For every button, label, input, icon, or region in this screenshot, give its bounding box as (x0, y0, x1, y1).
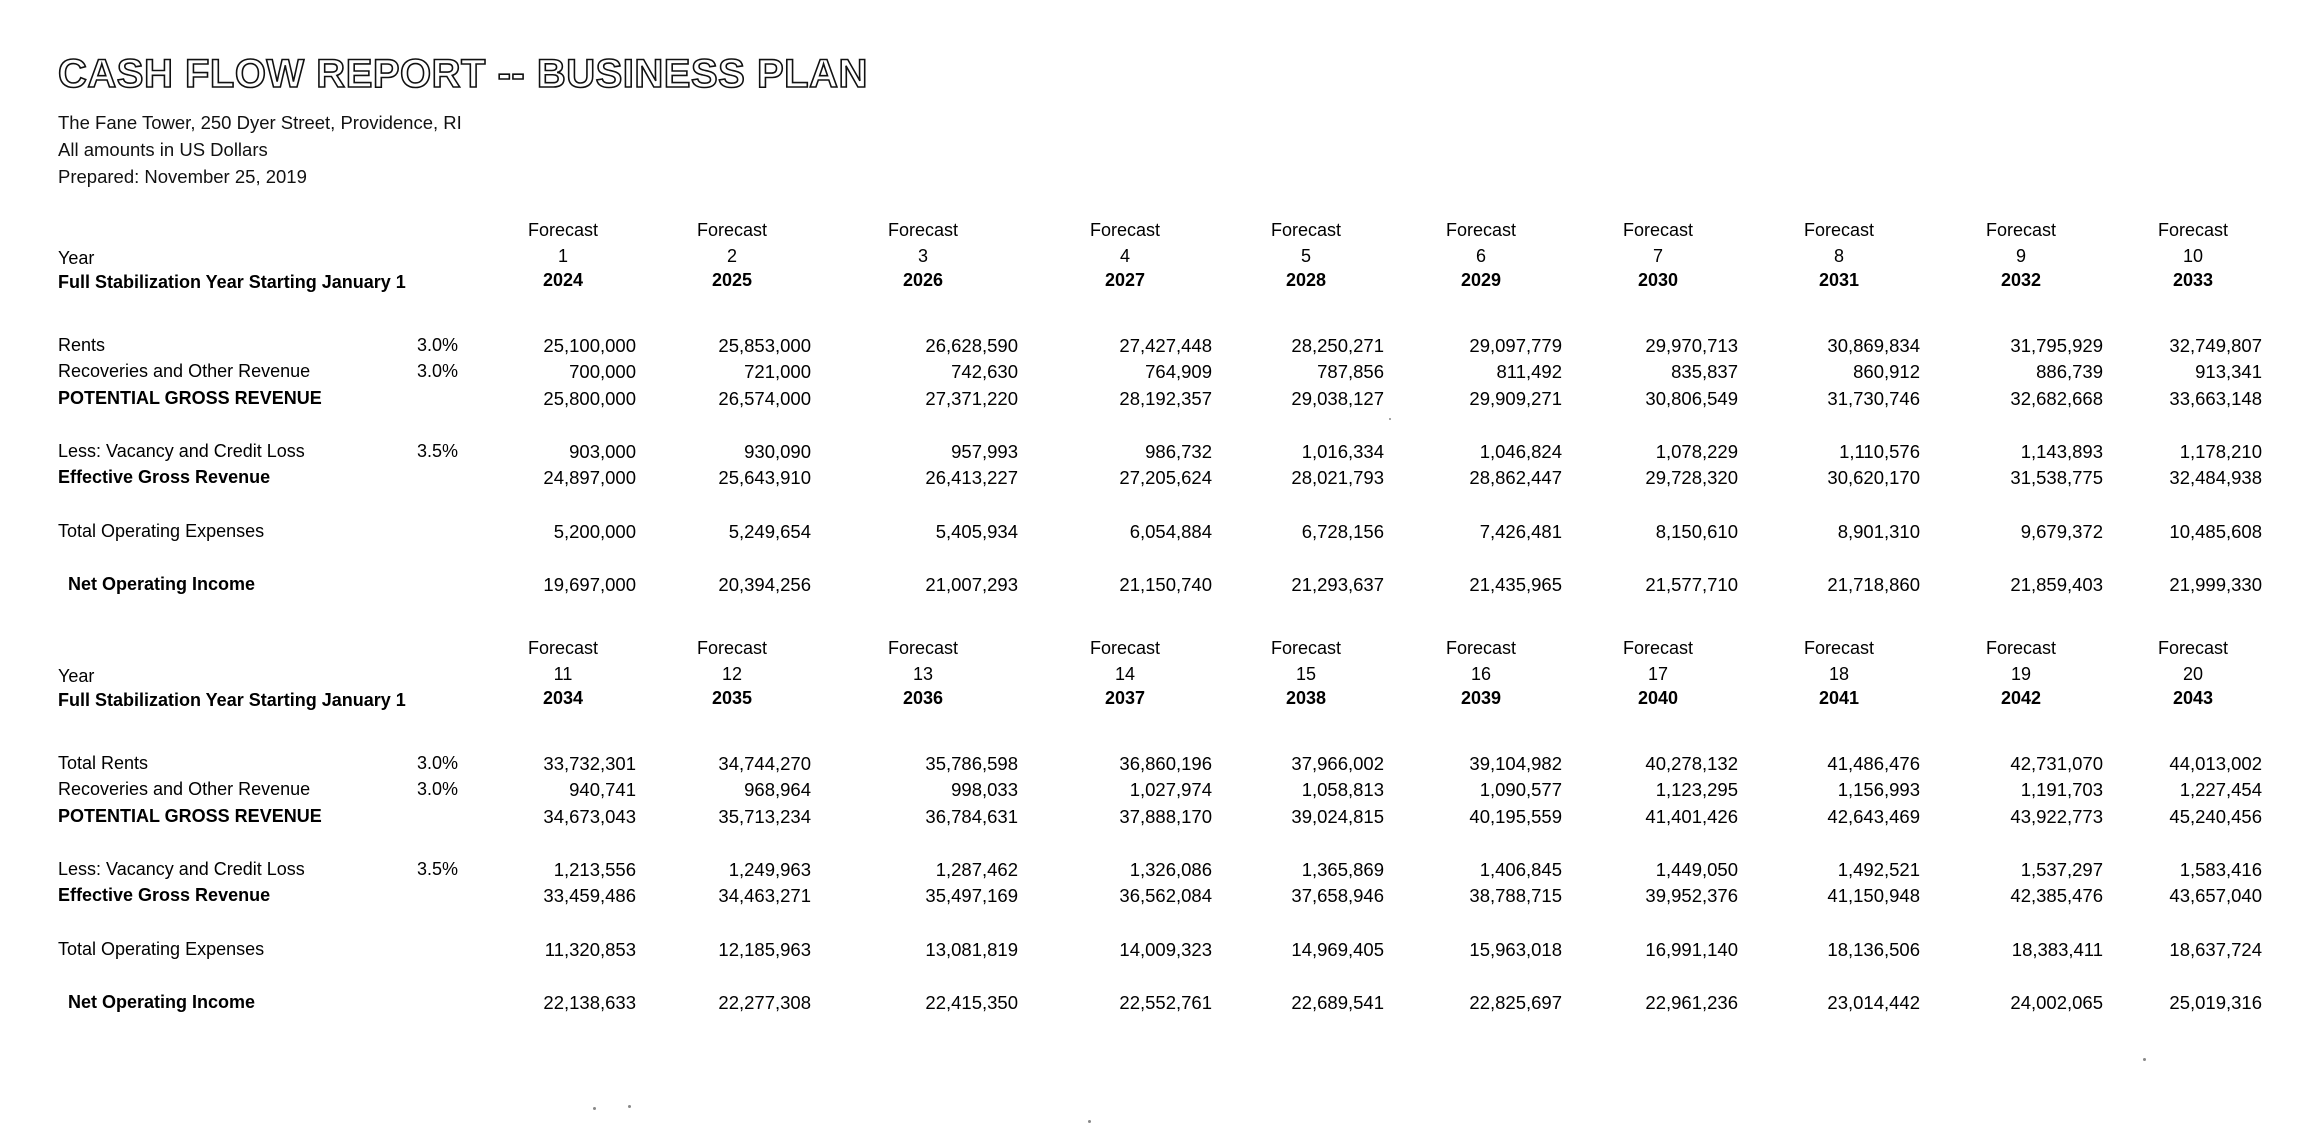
forecast-year: 2034 (542, 688, 584, 708)
table-cell: 1,326,086 (1129, 859, 1212, 880)
table-cell: 9,679,372 (2020, 521, 2103, 542)
row-label: Recoveries and Other Revenue (58, 779, 311, 799)
forecast-header: Forecast (1803, 638, 1875, 658)
table-cell: 13,081,819 (925, 939, 1018, 960)
table-cell: 41,150,948 (1827, 885, 1920, 906)
table-cell: 7,426,481 (1479, 521, 1562, 542)
table-cell: 21,718,860 (1827, 574, 1920, 595)
forecast-year: 2025 (711, 270, 753, 290)
scan-speck (593, 1107, 596, 1110)
forecast-header: Forecast (1445, 638, 1517, 658)
forecast-year: 2033 (2172, 270, 2214, 290)
table-cell: 1,123,295 (1655, 779, 1738, 800)
period-number: 13 (912, 664, 934, 684)
table-cell: 22,552,761 (1119, 992, 1212, 1013)
forecast-year: 2030 (1637, 270, 1679, 290)
table-cell: 1,027,974 (1129, 779, 1212, 800)
table-cell: 34,744,270 (718, 753, 811, 774)
forecast-year: 2031 (1818, 270, 1860, 290)
row-label: Total Operating Expenses (58, 521, 265, 541)
scan-speck (1088, 1120, 1091, 1123)
table-cell: 40,195,559 (1469, 806, 1562, 827)
table-cell: 940,741 (569, 779, 636, 800)
row-label: Less: Vacancy and Credit Loss (58, 441, 305, 461)
forecast-year: 2037 (1104, 688, 1146, 708)
forecast-header: Forecast (696, 220, 768, 240)
forecast-year: 2026 (902, 270, 944, 290)
table-cell: 31,730,746 (1827, 388, 1920, 409)
table-cell: 20,394,256 (718, 574, 811, 595)
period-number: 19 (2010, 664, 2032, 684)
table-cell: 1,016,334 (1301, 441, 1384, 462)
table-cell: 37,966,002 (1291, 753, 1384, 774)
table-cell: 1,143,893 (2020, 441, 2103, 462)
table-cell: 12,185,963 (718, 939, 811, 960)
forecast-header: Forecast (1089, 638, 1161, 658)
table-cell: 8,901,310 (1837, 521, 1920, 542)
period-number: 4 (1119, 246, 1130, 266)
growth-rate: 3.5% (416, 859, 458, 879)
table-cell: 1,090,577 (1479, 779, 1562, 800)
forecast-header: Forecast (527, 220, 599, 240)
table-cell: 886,739 (2036, 361, 2103, 382)
table-cell: 10,485,608 (2169, 521, 2262, 542)
period-number: 8 (1833, 246, 1844, 266)
table-cell: 26,574,000 (718, 388, 811, 409)
row-label: Total Operating Expenses (58, 939, 265, 959)
table-cell: 5,200,000 (553, 521, 636, 542)
table-cell: 36,562,084 (1119, 885, 1212, 906)
table-cell: 37,658,946 (1291, 885, 1384, 906)
table-cell: 33,459,486 (543, 885, 636, 906)
table-cell: 35,497,169 (925, 885, 1018, 906)
forecast-year: 2043 (2172, 688, 2214, 708)
table-cell: 21,577,710 (1645, 574, 1738, 595)
forecast-year: 2032 (2000, 270, 2042, 290)
period-number: 1 (557, 246, 568, 266)
table-cell: 27,205,624 (1119, 467, 1212, 488)
forecast-year: 2039 (1460, 688, 1502, 708)
period-number: 15 (1295, 664, 1317, 684)
table-cell: 25,100,000 (543, 335, 636, 356)
forecast-year: 2038 (1285, 688, 1327, 708)
table-cell: 787,856 (1317, 361, 1384, 382)
table-cell: 26,413,227 (925, 467, 1018, 488)
table-cell: 31,795,929 (2010, 335, 2103, 356)
table-cell: 742,630 (951, 361, 1018, 382)
report-title: CASH FLOW REPORT -- BUSINESS PLAN (58, 52, 868, 96)
table-cell: 1,287,462 (935, 859, 1018, 880)
table-cell: 1,249,963 (728, 859, 811, 880)
table-cell: 1,110,576 (1839, 441, 1920, 462)
table-cell: 41,401,426 (1645, 806, 1738, 827)
table-cell: 33,663,148 (2169, 388, 2262, 409)
forecast-header: Forecast (2157, 220, 2229, 240)
table-cell: 913,341 (2195, 361, 2262, 382)
table-cell: 32,484,938 (2169, 467, 2262, 488)
row-label: Net Operating Income (68, 992, 256, 1012)
table-cell: 45,240,456 (2169, 806, 2262, 827)
period-number: 12 (721, 664, 743, 684)
table-cell: 18,637,724 (2169, 939, 2262, 960)
table-cell: 930,090 (744, 441, 811, 462)
table-cell: 1,058,813 (1301, 779, 1384, 800)
table-cell: 903,000 (569, 441, 636, 462)
table-cell: 25,019,316 (2169, 992, 2262, 1013)
forecast-header: Forecast (887, 220, 959, 240)
table-cell: 28,862,447 (1469, 467, 1562, 488)
period-number: 10 (2182, 246, 2204, 266)
period-number: 3 (917, 246, 928, 266)
table-cell: 21,999,330 (2169, 574, 2262, 595)
forecast-header: Forecast (1270, 638, 1342, 658)
row-label: Effective Gross Revenue (58, 467, 271, 487)
table-cell: 15,963,018 (1469, 939, 1562, 960)
forecast-year: 2040 (1637, 688, 1679, 708)
row-label: Less: Vacancy and Credit Loss (58, 859, 305, 879)
forecast-year: 2041 (1818, 688, 1860, 708)
period-number: 2 (726, 246, 737, 266)
table-cell: 22,277,308 (718, 992, 811, 1013)
period-number: 7 (1652, 246, 1663, 266)
stabilization-label: Full Stabilization Year Starting January 1 (58, 272, 406, 292)
growth-rate: 3.0% (416, 335, 458, 355)
table-cell: 36,784,631 (925, 806, 1018, 827)
forecast-header: Forecast (1622, 638, 1694, 658)
forecast-header: Forecast (887, 638, 959, 658)
table-cell: 30,620,170 (1827, 467, 1920, 488)
table-cell: 29,038,127 (1291, 388, 1384, 409)
table-cell: 21,859,403 (2010, 574, 2103, 595)
table-cell: 19,697,000 (543, 574, 636, 595)
table-cell: 5,249,654 (728, 521, 811, 542)
forecast-year: 2024 (542, 270, 584, 290)
table-cell: 11,320,853 (544, 939, 636, 960)
forecast-year: 2027 (1104, 270, 1146, 290)
table-cell: 21,150,740 (1119, 574, 1212, 595)
forecast-header: Forecast (2157, 638, 2229, 658)
table-cell: 835,837 (1671, 361, 1738, 382)
table-cell: 27,427,448 (1119, 335, 1212, 356)
table-cell: 37,888,170 (1119, 806, 1212, 827)
table-cell: 22,689,541 (1291, 992, 1384, 1013)
forecast-year: 2042 (2000, 688, 2042, 708)
table-cell: 1,492,521 (1837, 859, 1920, 880)
scan-speck (2143, 1058, 2146, 1061)
forecast-header: Forecast (1445, 220, 1517, 240)
period-number: 9 (2015, 246, 2026, 266)
scan-speck (1389, 418, 1391, 420)
forecast-header: Forecast (1622, 220, 1694, 240)
row-label: POTENTIAL GROSS REVENUE (58, 806, 322, 826)
table-cell: 25,643,910 (718, 467, 811, 488)
table-cell: 8,150,610 (1655, 521, 1738, 542)
table-cell: 1,078,229 (1655, 441, 1738, 462)
property-address: The Fane Tower, 250 Dyer Street, Providence, RI (58, 112, 462, 133)
forecast-header: Forecast (1089, 220, 1161, 240)
table-cell: 25,800,000 (543, 388, 636, 409)
table-cell: 39,952,376 (1645, 885, 1738, 906)
table-cell: 1,227,454 (2179, 779, 2262, 800)
table-cell: 24,897,000 (543, 467, 636, 488)
forecast-header: Forecast (527, 638, 599, 658)
table-cell: 1,191,703 (2020, 779, 2103, 800)
period-number: 16 (1470, 664, 1492, 684)
period-number: 14 (1114, 664, 1136, 684)
prepared-date: Prepared: November 25, 2019 (58, 166, 307, 187)
table-cell: 721,000 (744, 361, 811, 382)
table-cell: 32,682,668 (2010, 388, 2103, 409)
table-cell: 26,628,590 (925, 335, 1018, 356)
growth-rate: 3.0% (416, 361, 458, 381)
table-cell: 25,853,000 (718, 335, 811, 356)
table-cell: 1,178,210 (2179, 441, 2262, 462)
scan-speck (628, 1105, 631, 1108)
table-cell: 1,365,869 (1301, 859, 1384, 880)
growth-rate: 3.0% (416, 753, 458, 773)
table-cell: 5,405,934 (935, 521, 1018, 542)
table-cell: 42,643,469 (1827, 806, 1920, 827)
period-number: 11 (553, 664, 573, 684)
table-cell: 28,021,793 (1291, 467, 1384, 488)
table-cell: 43,922,773 (2010, 806, 2103, 827)
table-cell: 21,435,965 (1469, 574, 1562, 595)
row-label: Recoveries and Other Revenue (58, 361, 311, 381)
period-number: 6 (1475, 246, 1486, 266)
table-cell: 34,673,043 (543, 806, 636, 827)
table-cell: 23,014,442 (1827, 992, 1920, 1013)
row-label: Effective Gross Revenue (58, 885, 271, 905)
table-cell: 1,449,050 (1655, 859, 1738, 880)
table-cell: 986,732 (1145, 441, 1212, 462)
table-cell: 35,786,598 (925, 753, 1018, 774)
table-cell: 29,970,713 (1645, 335, 1738, 356)
forecast-header: Forecast (1985, 638, 2057, 658)
table-cell: 43,657,040 (2169, 885, 2262, 906)
table-cell: 22,961,236 (1645, 992, 1738, 1013)
table-cell: 38,788,715 (1469, 885, 1562, 906)
table-cell: 34,463,271 (718, 885, 811, 906)
growth-rate: 3.0% (416, 779, 458, 799)
forecast-year: 2029 (1460, 270, 1502, 290)
forecast-header: Forecast (1985, 220, 2057, 240)
table-cell: 42,385,476 (2010, 885, 2103, 906)
table-cell: 6,054,884 (1129, 521, 1212, 542)
row-label: POTENTIAL GROSS REVENUE (58, 388, 322, 408)
period-number: 20 (2182, 664, 2204, 684)
table-cell: 957,993 (951, 441, 1018, 462)
table-cell: 31,538,775 (2010, 467, 2103, 488)
table-cell: 29,728,320 (1645, 467, 1738, 488)
table-cell: 860,912 (1853, 361, 1920, 382)
table-cell: 35,713,234 (718, 806, 811, 827)
table-cell: 39,104,982 (1469, 753, 1562, 774)
table-cell: 29,909,271 (1469, 388, 1562, 409)
table-cell: 18,136,506 (1827, 939, 1920, 960)
table-cell: 1,406,845 (1479, 859, 1562, 880)
table-cell: 22,825,697 (1469, 992, 1562, 1013)
table-cell: 24,002,065 (2010, 992, 2103, 1013)
table-cell: 21,293,637 (1291, 574, 1384, 595)
forecast-header: Forecast (696, 638, 768, 658)
row-label: Rents (58, 335, 106, 355)
table-cell: 44,013,002 (2169, 753, 2262, 774)
period-number: 5 (1300, 246, 1311, 266)
forecast-header: Forecast (1270, 220, 1342, 240)
table-cell: 811,492 (1496, 361, 1562, 382)
table-cell: 39,024,815 (1291, 806, 1384, 827)
forecast-year: 2036 (902, 688, 944, 708)
table-cell: 42,731,070 (2010, 753, 2103, 774)
table-cell: 968,964 (744, 779, 811, 800)
table-cell: 33,732,301 (543, 753, 636, 774)
table-cell: 30,806,549 (1645, 388, 1738, 409)
growth-rate: 3.5% (416, 441, 458, 461)
table-cell: 1,537,297 (2020, 859, 2103, 880)
table-cell: 36,860,196 (1119, 753, 1212, 774)
period-number: 18 (1828, 664, 1850, 684)
table-cell: 1,046,824 (1479, 441, 1562, 462)
table-cell: 28,250,271 (1291, 335, 1384, 356)
table-cell: 16,991,140 (1645, 939, 1738, 960)
table-cell: 29,097,779 (1469, 335, 1562, 356)
table-cell: 30,869,834 (1827, 335, 1920, 356)
table-cell: 32,749,807 (2169, 335, 2262, 356)
table-cell: 1,213,556 (553, 859, 636, 880)
row-label: Net Operating Income (68, 574, 256, 594)
year-row-label: Year (58, 248, 95, 268)
period-number: 17 (1647, 664, 1669, 684)
currency-note: All amounts in US Dollars (58, 139, 268, 160)
forecast-year: 2035 (711, 688, 753, 708)
table-cell: 700,000 (569, 361, 636, 382)
row-label: Total Rents (58, 753, 149, 773)
table-cell: 998,033 (951, 779, 1018, 800)
table-cell: 41,486,476 (1827, 753, 1920, 774)
table-cell: 18,383,411 (2011, 939, 2103, 960)
table-cell: 22,415,350 (925, 992, 1018, 1013)
table-cell: 1,583,416 (2179, 859, 2262, 880)
year-row-label: Year (58, 666, 95, 686)
table-cell: 6,728,156 (1301, 521, 1384, 542)
forecast-header: Forecast (1803, 220, 1875, 240)
table-cell: 22,138,633 (543, 992, 636, 1013)
stabilization-label: Full Stabilization Year Starting January 1 (58, 690, 406, 710)
forecast-year: 2028 (1285, 270, 1327, 290)
table-cell: 14,969,405 (1291, 939, 1384, 960)
table-cell: 40,278,132 (1645, 753, 1738, 774)
table-cell: 1,156,993 (1837, 779, 1920, 800)
table-cell: 27,371,220 (925, 388, 1018, 409)
table-cell: 14,009,323 (1119, 939, 1212, 960)
table-cell: 764,909 (1145, 361, 1212, 382)
table-cell: 21,007,293 (925, 574, 1018, 595)
table-cell: 28,192,357 (1119, 388, 1212, 409)
